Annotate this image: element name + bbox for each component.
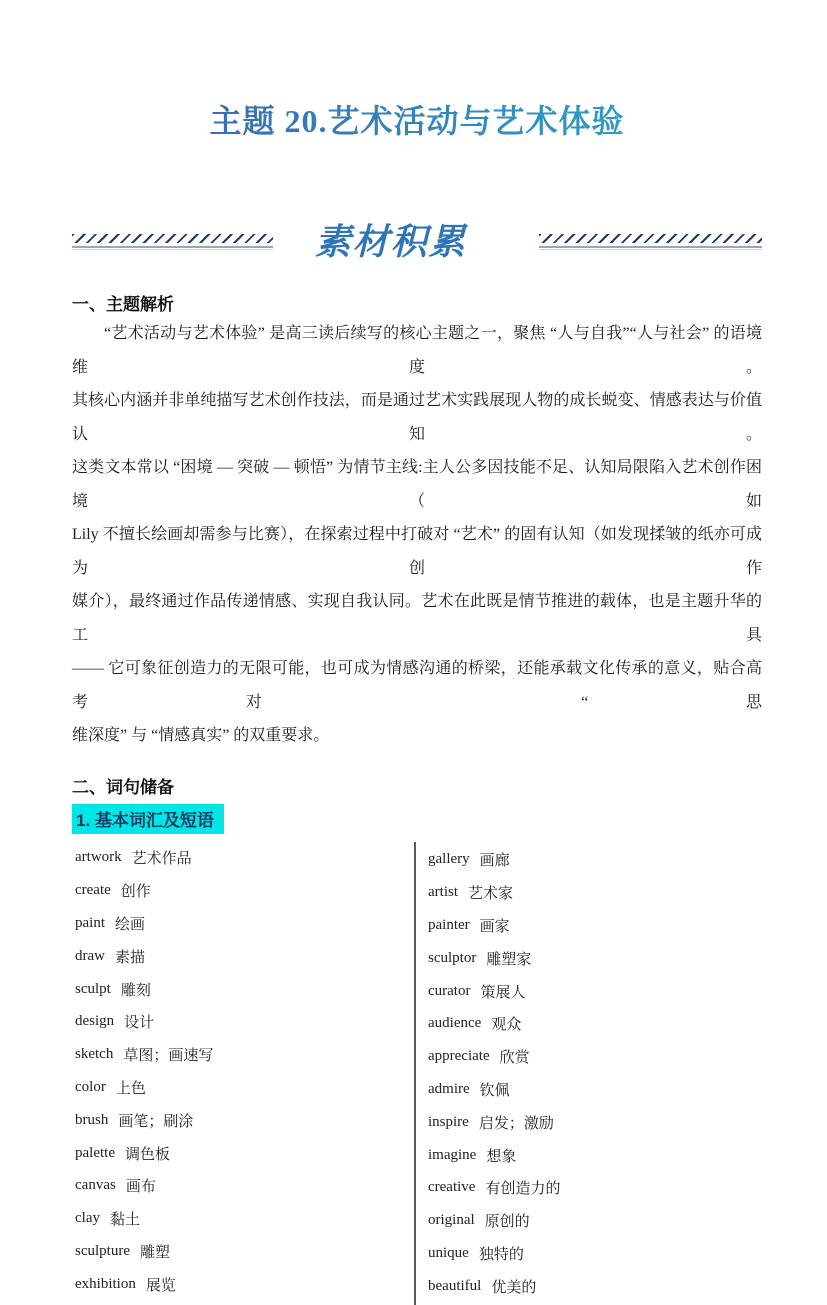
vocab-translation-zh: 优美的 xyxy=(491,1279,537,1296)
vocab-term-en: beautiful xyxy=(428,1277,482,1294)
vocab-translation-zh: 有创造力的 xyxy=(485,1181,561,1198)
vocab-row xyxy=(428,1106,762,1139)
vocab-translation-zh: 原创的 xyxy=(484,1214,530,1231)
banner-decoration-right xyxy=(539,234,762,250)
vocab-translation-zh: 创作 xyxy=(120,884,151,901)
vocab-row xyxy=(75,973,414,1006)
vocab-translation-zh: 钦佩 xyxy=(479,1082,510,1099)
vocab-translation-zh: 素描 xyxy=(115,949,146,966)
vocab-row xyxy=(428,844,762,877)
vocab-term-en: palette xyxy=(75,1144,115,1161)
vocab-term-en: creative xyxy=(428,1179,476,1196)
vocab-term-en: artist xyxy=(428,884,458,901)
vocab-heading: 二、词句储备 xyxy=(72,777,174,797)
rule-line xyxy=(539,246,762,250)
vocab-row xyxy=(428,909,762,942)
banner-title: 素材积累 xyxy=(314,221,467,262)
vocab-translation-zh: 画家 xyxy=(479,918,510,935)
vocab-row xyxy=(428,1237,762,1270)
paragraph-line: Lily 不擅长绘画却需参与比赛），在探索过程中打破对 “艺术” 的固有认知（如发现揉皱的纸亦可成为创作 xyxy=(72,526,762,577)
vocab-term-en: paint xyxy=(75,914,105,931)
vocab-table xyxy=(72,842,762,1305)
vocab-translation-zh: 雕塑 xyxy=(139,1244,170,1261)
vocab-translation-zh: 观众 xyxy=(491,1017,522,1034)
vocab-term-en: color xyxy=(75,1078,106,1095)
vocab-row xyxy=(428,1007,762,1040)
vocab-term-en: clay xyxy=(75,1210,100,1227)
vocab-translation-zh: 艺术作品 xyxy=(131,851,192,868)
hatch-pattern xyxy=(72,234,273,243)
vocab-row xyxy=(75,1104,414,1137)
vocab-translation-zh: 欣赏 xyxy=(499,1050,530,1067)
paragraph-line: 其核心内涵并非单纯描写艺术创作技法，而是通过艺术实践展现人物的成长蜕变、情感表达与价值认知。 xyxy=(72,392,762,443)
vocab-row xyxy=(428,1139,762,1172)
vocab-term-en: draw xyxy=(75,947,105,964)
vocab-translation-zh: 上色 xyxy=(115,1080,146,1097)
vocab-term-en: original xyxy=(428,1212,475,1229)
vocab-row xyxy=(428,1204,762,1237)
vocab-subheading: 1. 基本词汇及短语 xyxy=(72,804,224,834)
banner-decoration-left xyxy=(72,234,273,250)
paragraph-line: —— 它可象征创造力的无限可能，也可成为情感沟通的桥梁，还能承载文化传承的意义，贴合高考对 “思 xyxy=(72,660,762,711)
vocab-translation-zh: 独特的 xyxy=(478,1246,524,1263)
vocab-translation-zh: 策展人 xyxy=(480,984,526,1001)
vocab-translation-zh: 想象 xyxy=(486,1148,517,1165)
vocab-term-en: imagine xyxy=(428,1146,477,1163)
rule-line xyxy=(72,246,273,250)
vocab-row xyxy=(75,1268,414,1301)
vocab-translation-zh: 画廊 xyxy=(479,853,510,870)
vocab-row xyxy=(75,907,414,940)
vocab-translation-zh: 调色板 xyxy=(124,1146,170,1163)
vocab-row xyxy=(75,1169,414,1202)
analysis-heading: 一、主题解析 xyxy=(72,295,174,314)
vocab-term-en: curator xyxy=(428,982,471,999)
vocab-row xyxy=(75,1235,414,1268)
vocab-term-en: inspire xyxy=(428,1113,469,1130)
vocab-translation-zh: 雕刻 xyxy=(120,982,151,999)
vocab-row xyxy=(75,1005,414,1038)
paragraph-line: 这类文本常以 “困境 — 突破 — 顿悟” 为情节主线:主人公多因技能不足、认知局限陷入艺术创作困境（如 xyxy=(72,459,762,510)
vocab-row xyxy=(428,1073,762,1106)
vocab-row xyxy=(428,876,762,909)
vocab-row xyxy=(75,940,414,973)
vocab-term-en: exhibition xyxy=(75,1275,136,1292)
vocab-term-en: canvas xyxy=(75,1177,116,1194)
vocab-term-en: create xyxy=(75,882,111,899)
page-title: 主题 20.艺术活动与艺术体验 xyxy=(72,96,762,142)
vocab-translation-zh: 雕塑家 xyxy=(486,951,532,968)
vocab-term-en: artwork xyxy=(75,849,122,866)
vocab-row xyxy=(428,975,762,1008)
paragraph-line: 媒介），最终通过作品传递情感、实现自我认同。艺术在此既是情节推进的载体，也是主题升华的工具 xyxy=(72,593,762,644)
vocab-translation-zh: 展览 xyxy=(145,1277,176,1294)
vocab-term-en: admire xyxy=(428,1080,470,1097)
paragraph-line: “艺术活动与艺术体验” 是高三读后续写的核心主题之一，聚焦 “人与自我”“人与社会” 的语境维度。 xyxy=(72,325,762,376)
vocab-column-left xyxy=(72,842,414,1305)
analysis-paragraph xyxy=(72,317,762,753)
vocab-row xyxy=(75,1137,414,1170)
vocab-term-en: unique xyxy=(428,1244,469,1261)
vocab-row xyxy=(428,1040,762,1073)
vocab-translation-zh: 启发；激励 xyxy=(478,1115,554,1132)
vocab-translation-zh: 草图；画速写 xyxy=(123,1048,214,1065)
vocab-term-en: sculptor xyxy=(428,949,477,966)
vocab-term-en: audience xyxy=(428,1015,482,1032)
vocab-translation-zh: 绘画 xyxy=(115,916,146,933)
vocab-translation-zh: 艺术家 xyxy=(468,886,514,903)
vocab-row xyxy=(75,1038,414,1071)
vocab-row xyxy=(75,842,414,875)
vocab-term-en: sculpt xyxy=(75,980,111,997)
vocab-term-en: sculpture xyxy=(75,1242,130,1259)
vocab-row xyxy=(75,1202,414,1235)
vocab-translation-zh: 画笔；刷涂 xyxy=(118,1113,194,1130)
vocab-term-en: sketch xyxy=(75,1046,114,1063)
vocab-translation-zh: 黏土 xyxy=(109,1212,140,1229)
vocab-row xyxy=(428,942,762,975)
vocab-row xyxy=(75,1071,414,1104)
document-page xyxy=(0,96,827,1305)
vocab-translation-zh: 画布 xyxy=(125,1179,156,1196)
vocab-term-en: painter xyxy=(428,916,470,933)
vocab-column-right xyxy=(414,842,762,1305)
section-banner xyxy=(72,214,762,270)
vocab-term-en: appreciate xyxy=(428,1048,490,1065)
vocab-translation-zh: 设计 xyxy=(124,1015,155,1032)
vocab-term-en: brush xyxy=(75,1111,109,1128)
vocab-row xyxy=(428,1171,762,1204)
hatch-pattern xyxy=(539,234,762,243)
vocab-row xyxy=(75,874,414,907)
vocab-row xyxy=(428,1270,762,1303)
vocab-term-en: design xyxy=(75,1013,115,1030)
vocab-term-en: gallery xyxy=(428,851,470,868)
paragraph-line: 维深度” 与 “情感真实” 的双重要求。 xyxy=(72,727,330,744)
